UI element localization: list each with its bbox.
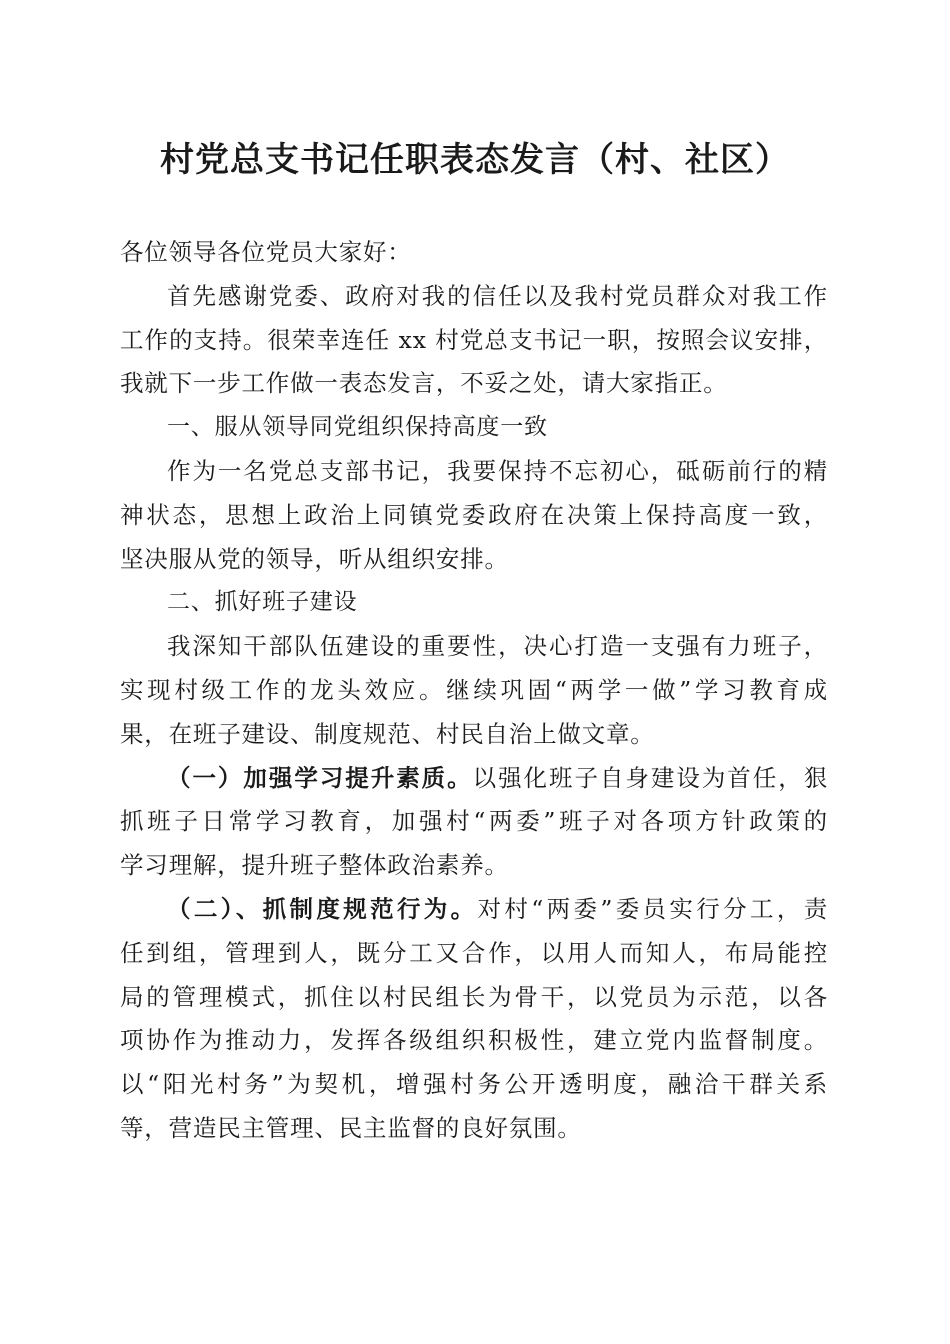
- subsection-1-line: 抓班子日常学习教育，加强村“两委”班子对各项方针政策的: [120, 807, 828, 836]
- subsection-2-line: 项协作为推动力，发挥各级组织积极性，建立党内监督制度。: [120, 1026, 828, 1055]
- subsection-2-line: 以“阳光村务”为契机，增强村务公开透明度，融洽干群关系: [120, 1070, 828, 1099]
- subsection-2-line: 局的管理模式，抓住以村民组长为骨干，以党员为示范，以各: [120, 982, 828, 1011]
- subsection-1-line: 学习理解，提升班子整体政治素养。: [120, 851, 509, 880]
- intro-line: 首先感谢党委、政府对我的信任以及我村党员群众对我工作: [167, 281, 828, 310]
- section1-line: 神状态，思想上政治上同镇党委政府在决策上保持高度一致，: [120, 500, 828, 529]
- subsection-1-first-line: [120, 757, 828, 801]
- section2-line: 果，在班子建设、制度规范、村民自治上做文章。: [120, 719, 655, 748]
- section-heading-1: 一、服从领导同党组织保持高度一致: [167, 414, 548, 441]
- subsection-2-text: 对村“两委”委员实行分工，责: [477, 894, 828, 923]
- subsection-2-line: 任到组，管理到人，既分工又合作，以用人而知人，布局能控: [120, 938, 828, 967]
- subsection-1-lead: （一）加强学习提升素质。: [167, 763, 473, 792]
- section-heading-2: 二、抓好班子建设: [167, 589, 358, 616]
- section1-line: 作为一名党总支部书记，我要保持不忘初心，砥砺前行的精: [167, 456, 828, 485]
- document-body: [120, 231, 828, 1151]
- intro-line: 工作的支持。很荣幸连任 xx 村党总支书记一职，按照会议安排，: [120, 325, 828, 354]
- subsection-2-first-line: [120, 888, 828, 932]
- section2-line: 实现村级工作的龙头效应。继续巩固“两学一做”学习教育成: [120, 675, 828, 704]
- subsection-2-lead: （二）、抓制度规范行为。: [167, 894, 478, 923]
- subsection-1-text: 以强化班子自身建设为首任，狠: [472, 763, 829, 792]
- subsection-2-line: 等，营造民主管理、民主监督的良好氛围。: [120, 1113, 582, 1142]
- salutation: 各位领导各位党员大家好：: [120, 238, 412, 266]
- section1-line: 坚决服从党的领导，听从组织安排。: [120, 544, 509, 573]
- document-title: 村党总支书记任职表态发言（村、社区）: [160, 140, 790, 180]
- intro-line: 我就下一步工作做一表态发言，不妥之处，请大家指正。: [120, 369, 728, 398]
- section2-line: 我深知干部队伍建设的重要性，决心打造一支强有力班子，: [167, 632, 828, 661]
